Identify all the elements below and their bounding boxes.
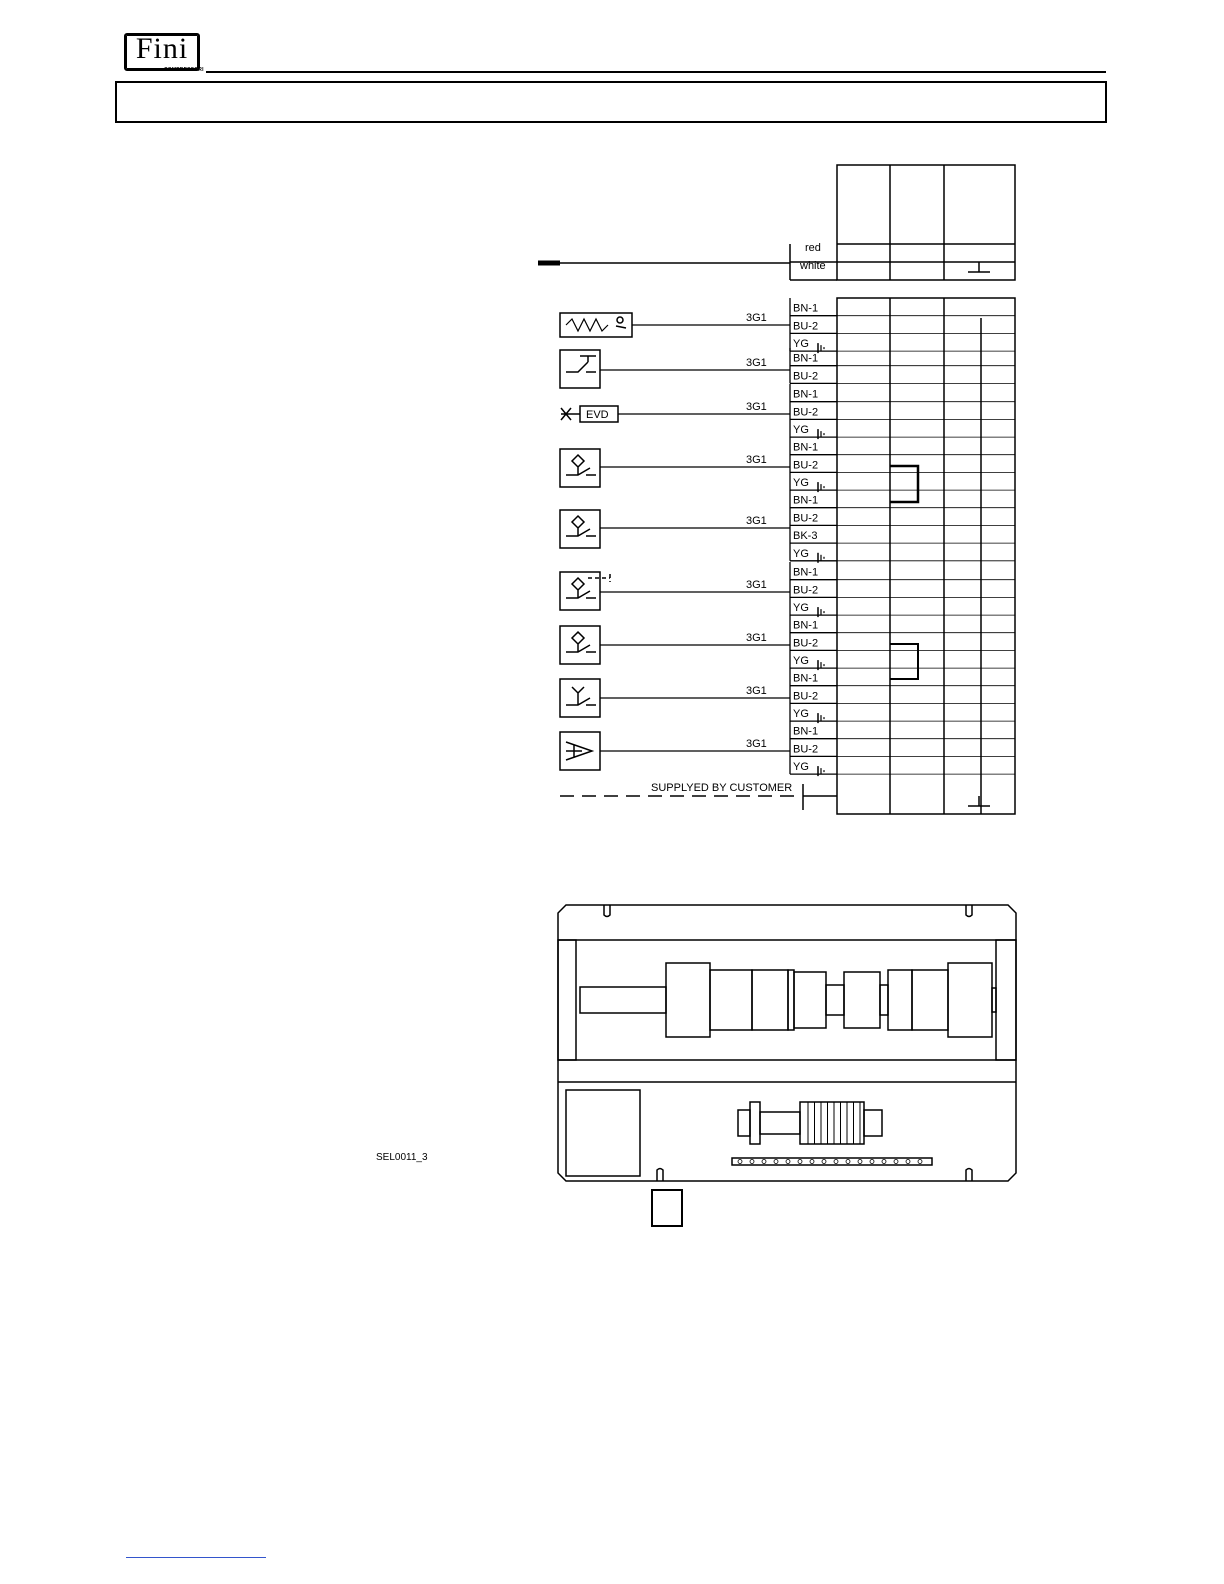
board-pin xyxy=(894,1160,898,1164)
wire-label: BU-2 xyxy=(793,690,819,703)
wire-label: YG xyxy=(793,477,809,490)
logo-text: Fini xyxy=(135,32,189,65)
wire-label-red: red xyxy=(805,242,821,254)
wire-label: BK-3 xyxy=(793,530,818,543)
terminal-block-main xyxy=(837,298,1015,814)
wire-label-white: white xyxy=(800,260,826,272)
cable-label: 3G1 xyxy=(746,579,767,591)
board-pin xyxy=(870,1160,874,1164)
wire-label: YG xyxy=(793,424,809,437)
wire-label: BU-2 xyxy=(793,584,819,597)
cable-label: 3G1 xyxy=(746,401,767,413)
wire-label: BU-2 xyxy=(793,406,819,419)
level-switch-symbol-1 xyxy=(560,449,600,487)
wire-label: BU-2 xyxy=(793,370,819,383)
wire-label: BN-1 xyxy=(793,441,819,454)
level-switch-symbol-4 xyxy=(560,626,600,664)
wire-label: BN-1 xyxy=(793,566,819,579)
footer-link-rule xyxy=(126,1557,266,1558)
wire-label: YG xyxy=(793,655,809,668)
board-pin xyxy=(918,1160,922,1164)
wire-label: BN-1 xyxy=(793,725,819,738)
wire-label: BN-1 xyxy=(793,672,819,685)
wire-label: BU-2 xyxy=(793,459,819,472)
cable-label: 3G1 xyxy=(746,515,767,527)
wire-label: YG xyxy=(793,547,809,560)
wire-label: YG xyxy=(793,761,809,774)
board-pin xyxy=(882,1160,886,1164)
board-pin xyxy=(738,1160,742,1164)
board-pin xyxy=(750,1160,754,1164)
board-pin xyxy=(762,1160,766,1164)
wire-label: BU-2 xyxy=(793,512,819,525)
logo-subtext: COMPRESSORI xyxy=(164,67,204,73)
wire-label: BN-1 xyxy=(793,352,819,365)
cable-label: 3G1 xyxy=(746,632,767,644)
wire-label: BN-1 xyxy=(793,619,819,632)
level-switch-symbol-3 xyxy=(560,572,600,610)
board-pin xyxy=(834,1160,838,1164)
board-pin xyxy=(822,1160,826,1164)
flow-switch-symbol xyxy=(560,679,600,717)
board-pin xyxy=(906,1160,910,1164)
evd-label: EVD xyxy=(586,409,609,421)
supplied-label: SUPPLYED BY CUSTOMER xyxy=(651,782,793,794)
wire-label: YG xyxy=(793,338,809,351)
board-pin xyxy=(774,1160,778,1164)
wire-label: BN-1 xyxy=(793,302,819,315)
level-switch-symbol-2 xyxy=(560,510,600,548)
jumper-2 xyxy=(890,644,918,679)
wire-label: YG xyxy=(793,708,809,721)
cable-label: 3G1 xyxy=(746,312,767,324)
ref-code: SEL0011_3 xyxy=(376,1152,428,1163)
jumper-1 xyxy=(890,466,918,502)
cable-label: 3G1 xyxy=(746,685,767,697)
board-pin xyxy=(810,1160,814,1164)
wire-label: BU-2 xyxy=(793,743,819,756)
board-illustration xyxy=(558,905,1016,1226)
board-pin xyxy=(786,1160,790,1164)
board-pin xyxy=(858,1160,862,1164)
wire-label: BN-1 xyxy=(793,494,819,507)
board-pin xyxy=(798,1160,802,1164)
wire-label: BN-1 xyxy=(793,388,819,401)
wire-label: BU-2 xyxy=(793,637,819,650)
cable-label: 3G1 xyxy=(746,738,767,750)
wire-label: BU-2 xyxy=(793,320,819,333)
cable-label: 3G1 xyxy=(746,357,767,369)
board-pin xyxy=(846,1160,850,1164)
wire-label: YG xyxy=(793,602,809,615)
cable-label: 3G1 xyxy=(746,454,767,466)
